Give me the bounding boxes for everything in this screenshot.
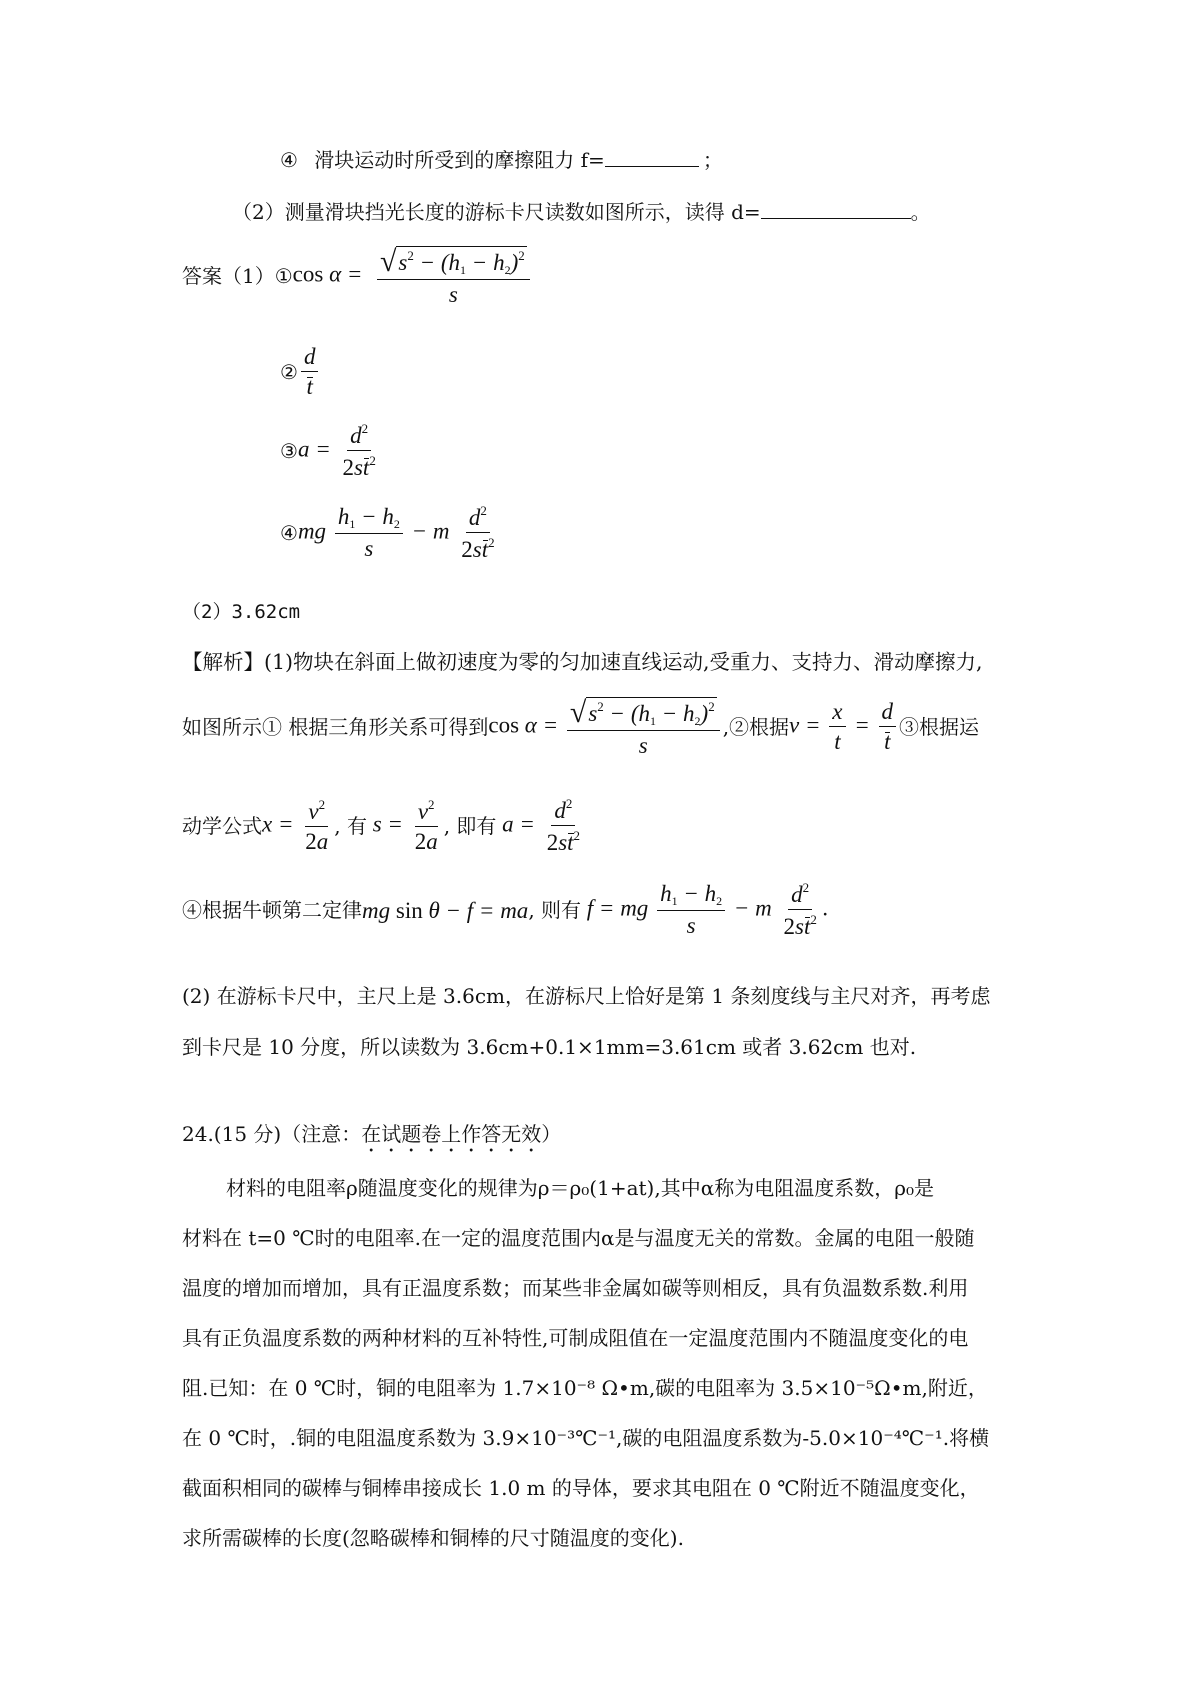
analysis-text: ④根据牛顿第二定律 xyxy=(182,898,362,923)
q24-line-4: 具有正负温度系数的两种材料的互补特性,可制成阻值在一定温度范围内不随温度变化的电 xyxy=(182,1326,969,1350)
formula-cos-alpha: cos α = √ $s^2 - (h_1 - h_2)^2$ s xyxy=(488,697,722,758)
question-24-header xyxy=(182,1122,561,1157)
analysis-text: ③根据运 xyxy=(899,715,980,740)
analysis-text: , 有 xyxy=(334,814,367,839)
analysis-line-6: 到卡尺是 10 分度，所以读数为 3.6cm+0.1×1mm=3.61cm 或者 3.62cm 也对. xyxy=(182,1035,917,1059)
analysis-text: 如图所示① 根据三角形关系可得到 xyxy=(182,715,489,740)
formula-friction-result: f = mg $\frac{h_1 - h_2}{s}$ − m $\frac{d^2}{2st^2}$ . xyxy=(581,880,829,940)
formula-cos-alpha: cos α = √ $s^2 - (h_1 - h_2)^2$ s xyxy=(293,246,533,307)
analysis-text: , 即有 xyxy=(443,814,497,839)
q24-line-3: 温度的增加而增加，具有正温度系数；而某些非金属如碳等则相反，具有负温数系数.利用 xyxy=(182,1276,969,1300)
header-end: ） xyxy=(541,1122,562,1146)
formula-newton: mg sin θ − f = ma xyxy=(362,897,529,923)
item-marker: ③ xyxy=(280,439,298,464)
answer-line-2 xyxy=(280,345,321,399)
question-2-line xyxy=(232,200,931,222)
formula-velocity: $\frac{d}{t}$ xyxy=(298,345,322,399)
answer-2: （2）3.62cm xyxy=(182,601,301,623)
question-text: （2）测量滑块挡光长度的游标卡尺读数如图所示，读得 d= xyxy=(232,200,761,224)
item-marker: ④ xyxy=(280,521,298,546)
line-tail: ； xyxy=(702,148,723,172)
question-4-line xyxy=(280,148,723,170)
formula-friction: mg $\frac{h_1 - h_2}{s}$ − m $\frac{d^2}{2st^2}$ xyxy=(297,503,495,563)
answer-blank xyxy=(605,148,699,167)
analysis-line-1: 【解析】(1)物块在斜面上做初速度为零的匀加速直线运动,受重力、支持力、滑动摩擦力, xyxy=(182,650,983,674)
analysis-text: , 则有 xyxy=(528,898,582,923)
analysis-text: 动学公式 xyxy=(182,814,262,839)
item-marker: ① xyxy=(274,264,293,289)
question-text: 滑块运动时所受到的摩擦阻力 f= xyxy=(314,148,605,172)
formula-acceleration: a = $\frac{d^2}{2st^2}$ xyxy=(496,796,581,856)
q24-line-6: 在 0 ℃时，.铜的电阻温度系数为 3.9×10⁻³℃⁻¹,碳的电阻温度系数为-5.0×10⁻⁴℃⁻¹.将横 xyxy=(182,1426,990,1450)
q24-line-8: 求所需碳棒的长度(忽略碳棒和铜棒的尺寸随温度的变化). xyxy=(182,1526,684,1550)
analysis-line-4 xyxy=(182,881,829,939)
formula-velocity: v = $\frac{x}{t}$ = $\frac{d}{t}$ xyxy=(789,700,899,754)
q24-line-5: 阻.已知：在 0 ℃时，铜的电阻率为 1.7×10⁻⁸ Ω•m,碳的电阻率为 3.5×10⁻⁵Ω•m,附近， xyxy=(182,1376,988,1400)
answer-line-4 xyxy=(280,504,501,562)
emphasis-note: 在试题卷上作答无效 xyxy=(361,1122,542,1146)
formula-displacement: s = $\frac{v^2}{2a}$ xyxy=(366,797,438,855)
item-marker: ④ xyxy=(280,148,298,172)
answer-line-1 xyxy=(182,246,533,307)
answer-line-3 xyxy=(280,422,382,480)
analysis-line-3 xyxy=(182,797,586,855)
answer-label: 答案（1） xyxy=(182,264,275,289)
analysis-text: ,②根据 xyxy=(722,715,790,740)
formula-kinematics: x = $\frac{v^2}{2a}$ xyxy=(262,797,329,855)
question-number: 24.(15 分)（注意： xyxy=(182,1122,362,1146)
formula-acceleration: a = $\frac{d^2}{2st^2}$ xyxy=(297,421,376,481)
item-marker: ② xyxy=(280,360,298,385)
q24-line-2: 材料在 t=0 ℃时的电阻率.在一定的温度范围内α是与温度无关的常数。金属的电阻一般随 xyxy=(182,1226,975,1250)
analysis-line-2 xyxy=(182,697,979,758)
analysis-line-5: (2) 在游标卡尺中，主尺上是 3.6cm，在游标尺上恰好是第 1 条刻度线与主尺对齐，再考虑 xyxy=(182,984,991,1008)
answer-blank xyxy=(761,200,911,219)
q24-line-1: 材料的电阻率ρ随温度变化的规律为ρ＝ρ₀(1+at),其中α称为电阻温度系数，ρ₀是 xyxy=(226,1176,934,1200)
line-tail: 。 xyxy=(910,200,931,224)
q24-line-7: 截面积相同的碳棒与铜棒串接成长 1.0 m 的导体，要求其电阻在 0 ℃附近不随温度变化， xyxy=(182,1476,980,1500)
